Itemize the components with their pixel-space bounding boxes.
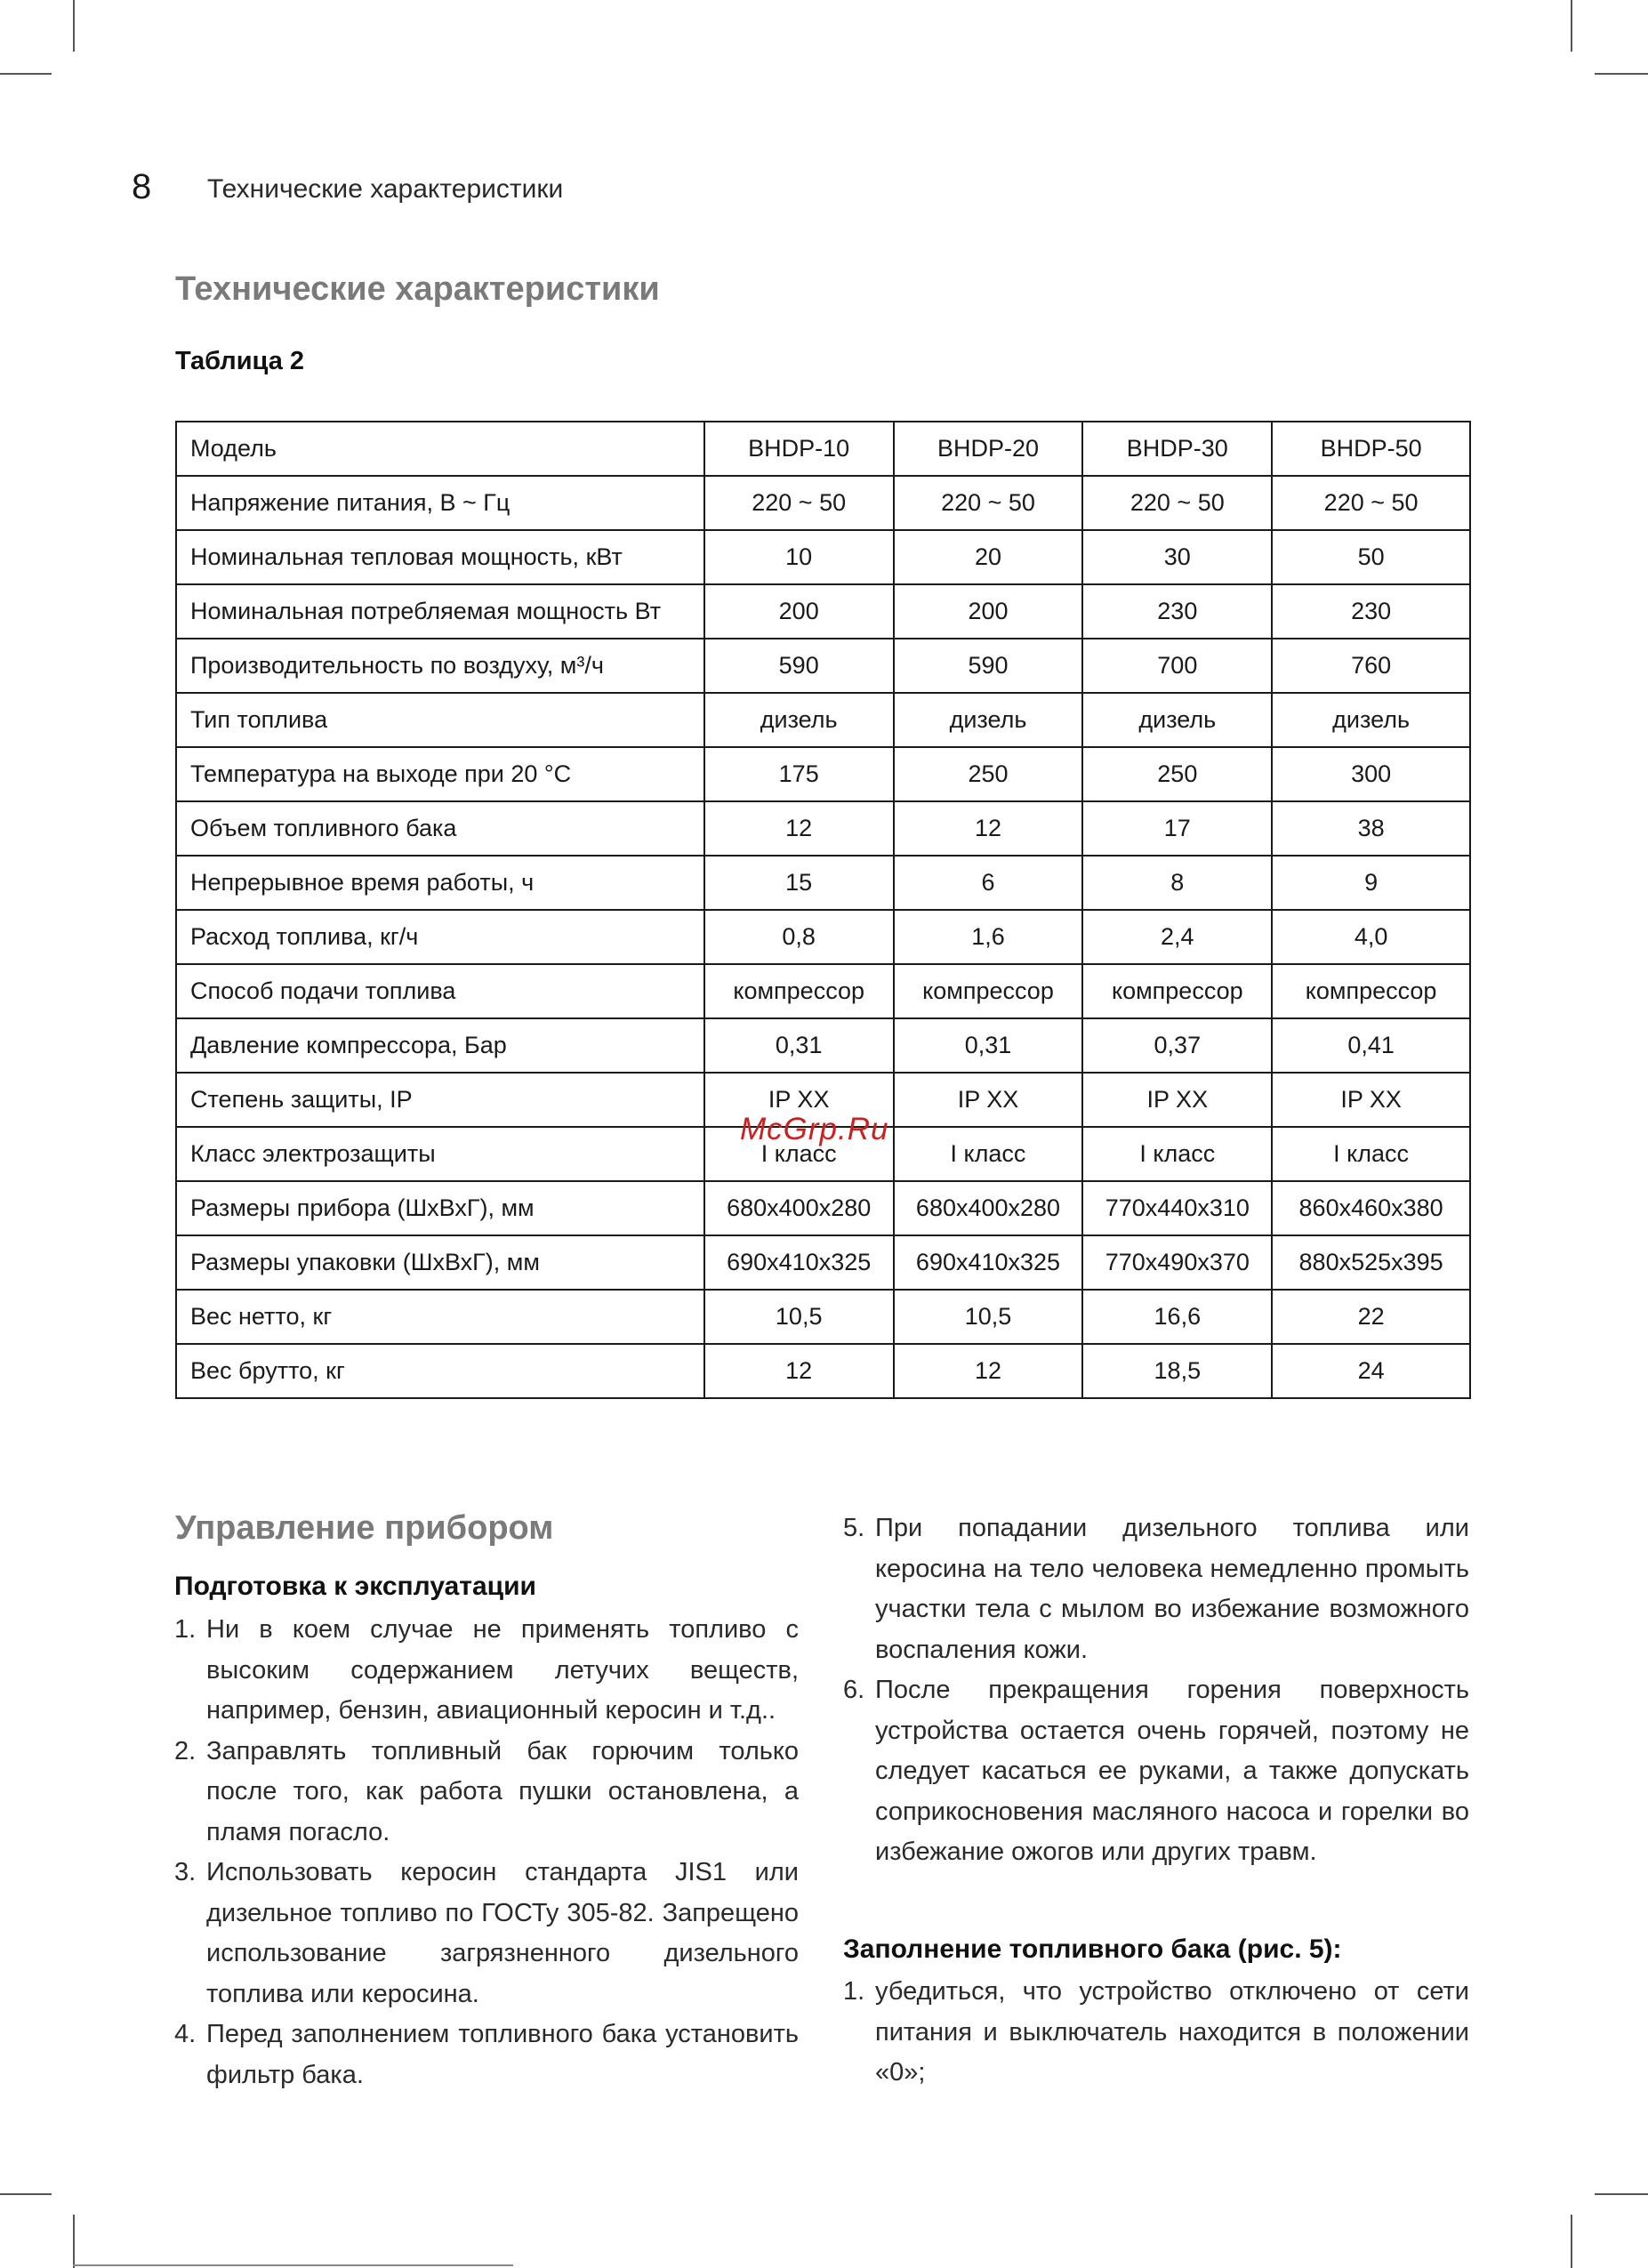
table-row — [176, 910, 1470, 964]
list-item — [174, 2015, 799, 2095]
list-item-text: убедиться, что устройство отключено от сети питания и выключатель находится в положении «0»; — [875, 1977, 1469, 2087]
table-cell-value: 690x410x325 — [894, 1235, 1083, 1290]
table-cell-value: 8 — [1082, 856, 1272, 910]
table-cell-value: 16,6 — [1082, 1290, 1272, 1344]
table-cell-parameter: Номинальная тепловая мощность, кВт — [176, 530, 704, 584]
table-cell-value: дизель — [1082, 693, 1272, 747]
list-item-text: Ни в коем случае не применять топливо с высоким содержанием летучих веществ, например, бензин, авиационный керосин и т.д.. — [206, 1615, 799, 1725]
table-cell-value: 860x460x380 — [1272, 1181, 1470, 1235]
list-item-number: 1. — [174, 1615, 197, 1644]
list-item — [843, 1508, 1469, 1670]
table-cell-value: 770x490x370 — [1082, 1235, 1272, 1290]
table-cell-value: 0,8 — [704, 910, 894, 964]
table-cell-value: 220 ~ 50 — [1272, 476, 1470, 530]
table-cell-value: IP XX — [894, 1073, 1083, 1127]
table-cell-value: 250 — [894, 747, 1083, 801]
running-header: Технические характеристики — [207, 174, 564, 204]
table-cell-value: 880x525x395 — [1272, 1235, 1470, 1290]
table-cell-value: 760 — [1272, 639, 1470, 693]
table-cell-parameter: Класс электрозащиты — [176, 1127, 704, 1181]
table-cell-value: 0,31 — [704, 1018, 894, 1073]
list-item-number: 2. — [174, 1736, 197, 1765]
table-row — [176, 801, 1470, 856]
watermark: McGrp.Ru — [740, 1112, 889, 1146]
table-row — [176, 856, 1470, 910]
table-cell-value: 200 — [894, 584, 1083, 639]
list-item — [843, 1670, 1469, 1873]
table-cell-parameter: Тип топлива — [176, 693, 704, 747]
list-item-number: 3. — [174, 1858, 197, 1886]
table-cell-value: BHDP-10 — [704, 422, 894, 476]
table-cell-value: 220 ~ 50 — [894, 476, 1083, 530]
table-row — [176, 747, 1470, 801]
list-item-text: Заправлять топливный бак горючим только после того, как работа пушки остановлена, а пламя погасло. — [206, 1736, 799, 1846]
list-item-number: 4. — [174, 2020, 197, 2048]
table-cell-value: 770x440x310 — [1082, 1181, 1272, 1235]
crop-mark — [1595, 73, 1648, 75]
table-cell-value: 300 — [1272, 747, 1470, 801]
table-cell-value: 18,5 — [1082, 1344, 1272, 1398]
table-row — [176, 584, 1470, 639]
section-title: Технические характеристики — [175, 270, 660, 308]
table-cell-value: 230 — [1272, 584, 1470, 639]
table-cell-value: 6 — [894, 856, 1083, 910]
table-cell-parameter: Непрерывное время работы, ч — [176, 856, 704, 910]
table-header-row — [176, 422, 1470, 476]
crop-mark — [0, 2193, 52, 2195]
crop-mark — [1595, 2193, 1648, 2195]
table-cell-value: дизель — [894, 693, 1083, 747]
prep-title: Подготовка к эксплуатации — [174, 1572, 536, 1601]
table-cell-value: 690x410x325 — [704, 1235, 894, 1290]
table-cell-value: 0,41 — [1272, 1018, 1470, 1073]
list-item — [174, 1610, 799, 1732]
table-cell-parameter: Температура на выходе при 20 °С — [176, 747, 704, 801]
list-item-number: 6. — [843, 1676, 865, 1704]
table-cell-value: 20 — [894, 530, 1083, 584]
table-cell-value: 12 — [894, 801, 1083, 856]
table-cell-value: 590 — [704, 639, 894, 693]
text-column-right — [843, 1508, 1469, 1873]
list-item-text: Использовать керосин стандарта JIS1 или дизельное топливо по ГОСТу 305-82. Запрещено использование загрязненного дизельного топлива или керосина. — [206, 1858, 799, 2008]
list-item-text: Перед заполнением топливного бака установить фильтр бака. — [206, 2020, 799, 2089]
table-row — [176, 1181, 1470, 1235]
table-cell-value: компрессор — [894, 964, 1083, 1018]
table-cell-parameter: Размеры прибора (ШхВхГ), мм — [176, 1181, 704, 1235]
crop-mark — [1571, 2215, 1572, 2268]
table-cell-value: 220 ~ 50 — [1082, 476, 1272, 530]
table-cell-value: I класс — [704, 1127, 894, 1181]
list-item — [174, 1853, 799, 2015]
table-cell-value: I класс — [1082, 1127, 1272, 1181]
table-cell-value: 590 — [894, 639, 1083, 693]
crop-mark — [1571, 0, 1572, 52]
table-cell-value: 4,0 — [1272, 910, 1470, 964]
table-cell-value: 230 — [1082, 584, 1272, 639]
table-cell-value: IP XX — [1272, 1073, 1470, 1127]
table-cell-value: 12 — [704, 1344, 894, 1398]
table-cell-value: 175 — [704, 747, 894, 801]
table-cell-value: 17 — [1082, 801, 1272, 856]
list-item-number: 5. — [843, 1514, 865, 1542]
crop-mark — [0, 73, 52, 75]
table-cell-parameter: Размеры упаковки (ШхВхГ), мм — [176, 1235, 704, 1290]
list-item-text: После прекращения горения поверхность устройства остается очень горячей, поэтому не следует касаться ее руками, а также допускать соприкосновения масляного насоса и горелки во избежание ожогов или других травм. — [875, 1676, 1469, 1866]
bottom-rule — [73, 2264, 513, 2266]
list-item-number: 1. — [843, 1977, 865, 2006]
table-cell-value: 30 — [1082, 530, 1272, 584]
table-cell-value: компрессор — [1272, 964, 1470, 1018]
table-cell-value: 12 — [704, 801, 894, 856]
table-cell-value: 10,5 — [704, 1290, 894, 1344]
table-cell-value: 250 — [1082, 747, 1272, 801]
list-item-text: При попадании дизельного топлива или керосина на тело человека немедленно промыть участки тела с мылом во избежание возможного воспаления кожи. — [875, 1514, 1469, 1664]
table-cell-value: 15 — [704, 856, 894, 910]
table-cell-parameter: Модель — [176, 422, 704, 476]
table-cell-value: BHDP-50 — [1272, 422, 1470, 476]
table-cell-parameter: Вес брутто, кг — [176, 1344, 704, 1398]
table-cell-parameter: Степень защиты, IP — [176, 1073, 704, 1127]
table-cell-value: 24 — [1272, 1344, 1470, 1398]
table-cell-value: IP XX — [704, 1073, 894, 1127]
list-item — [843, 1972, 1469, 2094]
table-cell-value: 680x400x280 — [704, 1181, 894, 1235]
table-cell-value: 22 — [1272, 1290, 1470, 1344]
table-row — [176, 530, 1470, 584]
table-cell-parameter: Номинальная потребляемая мощность Вт — [176, 584, 704, 639]
table-cell-parameter: Объем топливного бака — [176, 801, 704, 856]
text-column-right-fill — [843, 1972, 1469, 2094]
table-cell-parameter: Производительность по воздуху, м³/ч — [176, 639, 704, 693]
table-cell-value: 50 — [1272, 530, 1470, 584]
table-cell-value: 12 — [894, 1344, 1083, 1398]
table-cell-value: компрессор — [1082, 964, 1272, 1018]
table-cell-value: дизель — [1272, 693, 1470, 747]
table-cell-value: 1,6 — [894, 910, 1083, 964]
table-cell-parameter: Давление компрессора, Бар — [176, 1018, 704, 1073]
table-cell-value: 38 — [1272, 801, 1470, 856]
crop-mark — [73, 2215, 75, 2268]
table-cell-value: BHDP-30 — [1082, 422, 1272, 476]
fill-title: Заполнение топливного бака (рис. 5): — [843, 1934, 1342, 1964]
table-cell-value: IP XX — [1082, 1073, 1272, 1127]
table-cell-value: 0,31 — [894, 1018, 1083, 1073]
table-cell-value: дизель — [704, 693, 894, 747]
table-row — [176, 1344, 1470, 1398]
table-row — [176, 639, 1470, 693]
table-cell-value: 0,37 — [1082, 1018, 1272, 1073]
table-cell-parameter: Способ подачи топлива — [176, 964, 704, 1018]
table-cell-parameter: Напряжение питания, В ~ Гц — [176, 476, 704, 530]
page-number: 8 — [132, 167, 152, 206]
text-column-left — [174, 1610, 799, 2095]
table-caption: Таблица 2 — [175, 347, 305, 375]
table-row — [176, 476, 1470, 530]
table-cell-value: компрессор — [704, 964, 894, 1018]
table-row — [176, 1290, 1470, 1344]
table-cell-value: 700 — [1082, 639, 1272, 693]
specs-table-body — [176, 422, 1470, 1398]
table-cell-parameter: Расход топлива, кг/ч — [176, 910, 704, 964]
table-cell-value: BHDP-20 — [894, 422, 1083, 476]
table-cell-value: 200 — [704, 584, 894, 639]
table-row — [176, 1235, 1470, 1290]
table-cell-value: I класс — [894, 1127, 1083, 1181]
table-row — [176, 693, 1470, 747]
section-title-control: Управление прибором — [175, 1509, 554, 1547]
list-item — [174, 1732, 799, 1854]
table-row — [176, 964, 1470, 1018]
table-cell-value: I класс — [1272, 1127, 1470, 1181]
table-cell-value: 2,4 — [1082, 910, 1272, 964]
specs-table — [175, 421, 1471, 1399]
table-cell-value: 680x400x280 — [894, 1181, 1083, 1235]
table-cell-value: 10,5 — [894, 1290, 1083, 1344]
table-cell-parameter: Вес нетто, кг — [176, 1290, 704, 1344]
table-cell-value: 10 — [704, 530, 894, 584]
crop-mark — [73, 0, 75, 52]
table-row — [176, 1018, 1470, 1073]
table-cell-value: 220 ~ 50 — [704, 476, 894, 530]
table-cell-value: 9 — [1272, 856, 1470, 910]
